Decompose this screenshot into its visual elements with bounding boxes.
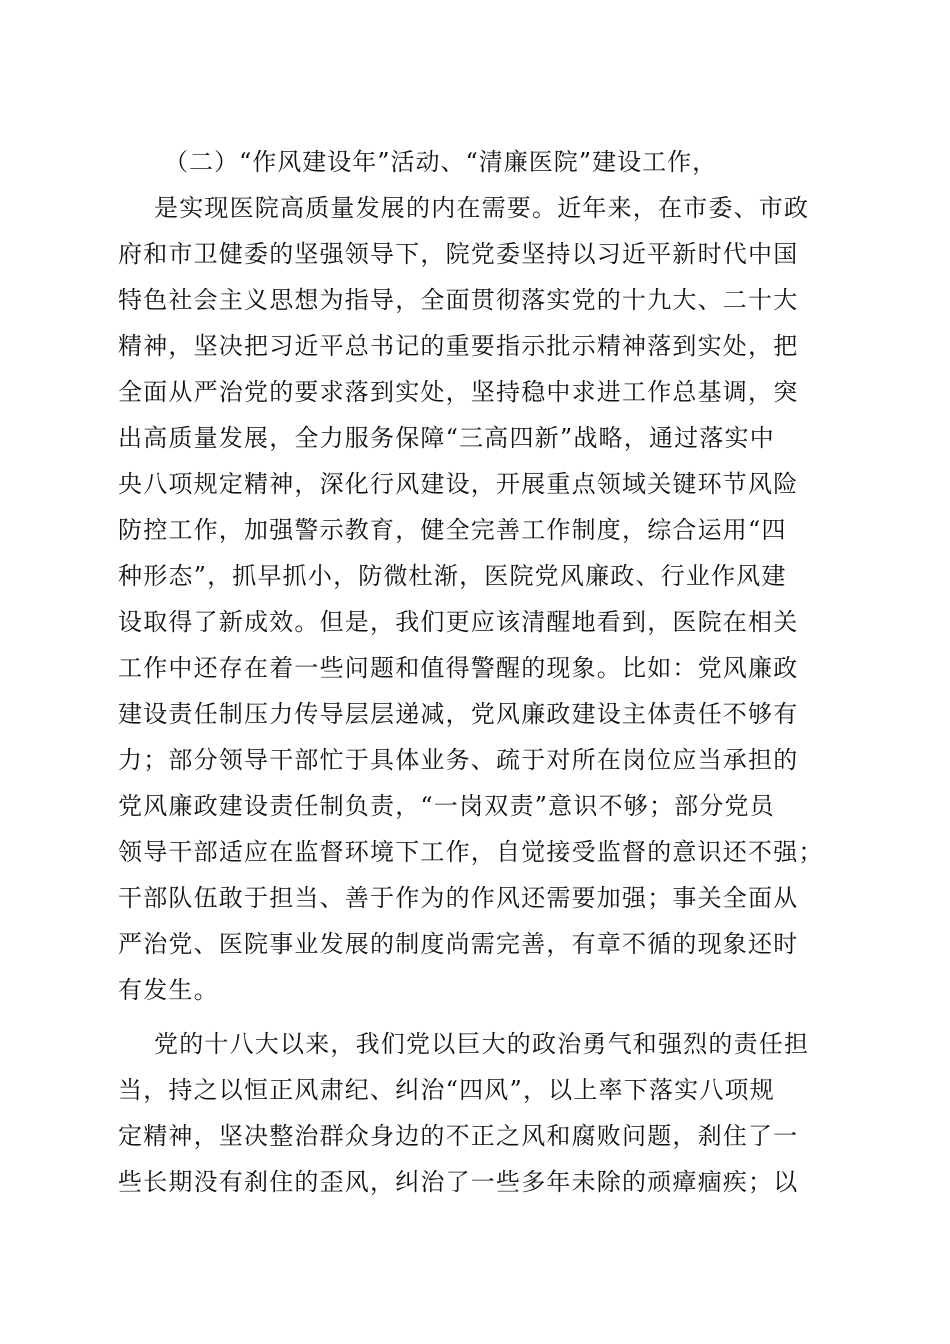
paragraph-line: 央八项规定精神，深化行风建设，开展重点领域关键环节风险 <box>118 470 799 498</box>
paragraph-line: 防控工作，加强警示教育，健全完善工作制度，综合运用“四 <box>118 516 787 544</box>
paragraph-line: 建设责任制压力传导层层递减，党风廉政建设主体责任不够有 <box>118 700 799 728</box>
paragraph-line: 精神，坚决把习近平总书记的重要指示批示精神落到实处，把 <box>118 332 799 360</box>
paragraph-2 <box>118 1021 858 1205</box>
paragraph-line: 工作中还存在着一些问题和值得警醒的现象。比如：党风廉政 <box>118 654 799 682</box>
paragraph-line: 力；部分领导干部忙于具体业务、疏于对所在岗位应当承担的 <box>118 746 799 774</box>
paragraph-line: 些长期没有刹住的歪风，纠治了一些多年未除的顽瘴痼疾；以 <box>118 1168 799 1196</box>
paragraph-line: 当，持之以恒正风肃纪、纠治“四风”，以上率下落实八项规 <box>118 1076 775 1104</box>
paragraph-line: 党风廉政建设责任制负责，“一岗双责”意识不够；部分党员 <box>118 792 775 820</box>
document-body <box>118 139 858 1205</box>
section-heading: （二）“作风建设年”活动、“清廉医院”建设工作， <box>164 148 718 176</box>
paragraph-line: 党的十八大以来，我们党以巨大的政治勇气和强烈的责任担 <box>154 1030 810 1058</box>
paragraph-line: 干部队伍敢于担当、善于作为的作风还需要加强；事关全面从 <box>118 884 799 912</box>
paragraph-line: 出高质量发展，全力服务保障“三高四新”战略，通过落实中 <box>118 424 775 452</box>
paragraph-line: 严治党、医院事业发展的制度尚需完善，有章不循的现象还时 <box>118 930 799 958</box>
paragraph-line: 定精神，坚决整治群众身边的不正之风和腐败问题，刹住了一 <box>118 1122 799 1150</box>
paragraph-line: 种形态”，抓早抓小，防微杜渐，医院党风廉政、行业作风建 <box>118 562 787 590</box>
paragraph-line: 有发生。 <box>118 976 219 1004</box>
paragraph-line: 府和市卫健委的坚强领导下，院党委坚持以习近平新时代中国 <box>118 240 799 268</box>
paragraph-line: 设取得了新成效。但是，我们更应该清醒地看到，医院在相关 <box>118 608 799 636</box>
paragraph-line: 全面从严治党的要求落到实处，坚持稳中求进工作总基调，突 <box>118 378 799 406</box>
paragraph-1 <box>118 185 858 1013</box>
paragraph-line: 是实现医院高质量发展的内在需要。近年来，在市委、市政 <box>154 194 810 222</box>
paragraph-line: 领导干部适应在监督环境下工作，自觉接受监督的意识还不强； <box>118 838 824 866</box>
paragraph-line: 特色社会主义思想为指导，全面贯彻落实党的十九大、二十大 <box>118 286 799 314</box>
